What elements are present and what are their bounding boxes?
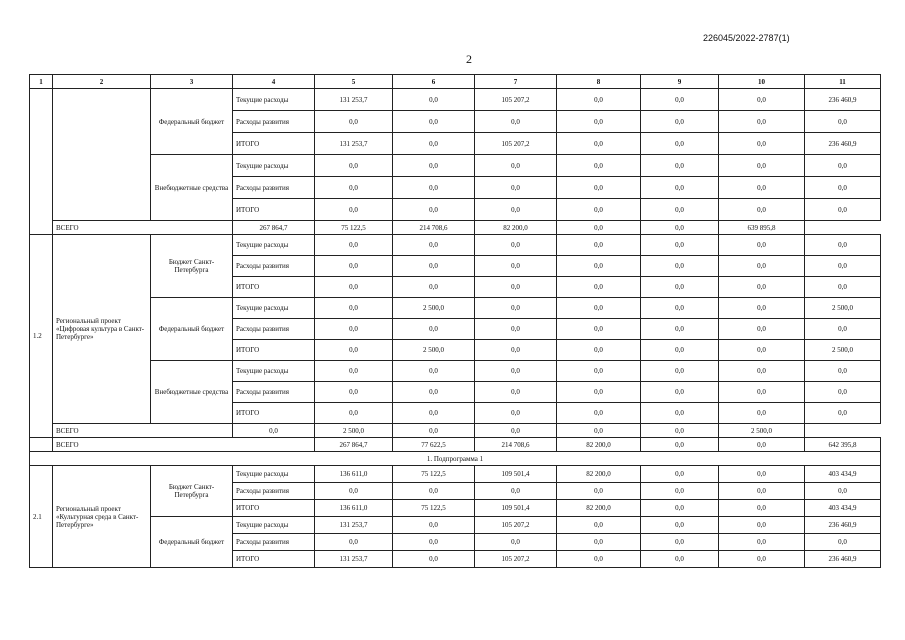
value-cell: 0,0 (805, 382, 881, 403)
expense-type: Расходы развития (233, 256, 315, 277)
value-cell: 0,0 (719, 466, 805, 483)
expense-type: Текущие расходы (233, 298, 315, 319)
value-cell: 0,0 (315, 382, 393, 403)
expense-type: Текущие расходы (233, 89, 315, 111)
value-cell: 0,0 (315, 235, 393, 256)
value-cell: 0,0 (315, 155, 393, 177)
expense-type: Расходы развития (233, 177, 315, 199)
value-cell: 75 122,5 (315, 221, 393, 235)
value-cell: 0,0 (641, 466, 719, 483)
value-cell: 2 500,0 (805, 340, 881, 361)
value-cell: 105 207,2 (475, 517, 557, 534)
value-cell: 131 253,7 (315, 551, 393, 568)
value-cell: 0,0 (719, 403, 805, 424)
value-cell: 0,0 (393, 277, 475, 298)
value-cell: 0,0 (557, 133, 641, 155)
row-name (53, 89, 151, 221)
value-cell: 0,0 (805, 319, 881, 340)
value-cell: 0,0 (475, 256, 557, 277)
value-cell: 0,0 (393, 111, 475, 133)
value-cell: 0,0 (719, 177, 805, 199)
document-number: 226045/2022-2787(1) (703, 33, 790, 43)
value-cell: 0,0 (315, 319, 393, 340)
value-cell: 0,0 (475, 403, 557, 424)
value-cell: 0,0 (475, 177, 557, 199)
value-cell: 2 500,0 (315, 424, 393, 438)
value-cell: 0,0 (315, 403, 393, 424)
value-cell: 639 895,8 (719, 221, 805, 235)
value-cell: 0,0 (557, 235, 641, 256)
value-cell: 0,0 (719, 277, 805, 298)
value-cell: 0,0 (315, 361, 393, 382)
subprogram-title: 1. Подпрограмма 1 (30, 452, 881, 466)
value-cell: 0,0 (719, 382, 805, 403)
value-cell: 0,0 (393, 256, 475, 277)
value-cell: 0,0 (719, 319, 805, 340)
value-cell: 0,0 (393, 177, 475, 199)
value-cell: 0,0 (475, 155, 557, 177)
value-cell: 0,0 (557, 382, 641, 403)
value-cell: 105 207,2 (475, 133, 557, 155)
expense-type: Текущие расходы (233, 235, 315, 256)
value-cell: 82 200,0 (557, 438, 641, 452)
value-cell: 0,0 (315, 483, 393, 500)
col-header-8: 8 (557, 75, 641, 89)
funding-source: Бюджет Санкт-Петербурга (151, 235, 233, 298)
value-cell: 0,0 (475, 319, 557, 340)
value-cell: 0,0 (641, 298, 719, 319)
value-cell: 0,0 (719, 155, 805, 177)
value-cell: 0,0 (557, 483, 641, 500)
value-cell: 642 395,8 (805, 438, 881, 452)
value-cell: 0,0 (315, 534, 393, 551)
value-cell: 105 207,2 (475, 551, 557, 568)
table-row (30, 235, 881, 256)
grand-total-label: ВСЕГО (53, 438, 315, 452)
value-cell: 82 200,0 (557, 466, 641, 483)
value-cell: 0,0 (557, 277, 641, 298)
expense-type: Текущие расходы (233, 517, 315, 534)
value-cell: 0,0 (557, 424, 641, 438)
value-cell: 0,0 (719, 483, 805, 500)
value-cell: 0,0 (641, 256, 719, 277)
value-cell: 0,0 (805, 111, 881, 133)
total-label: ВСЕГО (53, 424, 233, 438)
value-cell: 0,0 (641, 551, 719, 568)
value-cell: 0,0 (805, 403, 881, 424)
value-cell: 0,0 (393, 199, 475, 221)
value-cell: 0,0 (719, 551, 805, 568)
value-cell: 0,0 (719, 89, 805, 111)
value-cell: 0,0 (475, 111, 557, 133)
expense-type: ИТОГО (233, 551, 315, 568)
table-row (30, 361, 881, 382)
row-name: Региональный проект «Культурная среда в Санкт-Петербурге» (53, 466, 151, 568)
funding-source: Бюджет Санкт-Петербурга (151, 466, 233, 517)
value-cell: 2 500,0 (719, 424, 805, 438)
value-cell: 0,0 (719, 340, 805, 361)
value-cell: 0,0 (641, 424, 719, 438)
value-cell: 75 122,5 (393, 466, 475, 483)
value-cell: 403 434,9 (805, 500, 881, 517)
value-cell: 0,0 (641, 438, 719, 452)
value-cell: 267 864,7 (315, 438, 393, 452)
value-cell: 0,0 (719, 438, 805, 452)
expense-type: ИТОГО (233, 340, 315, 361)
value-cell: 0,0 (641, 277, 719, 298)
table-row (30, 517, 881, 534)
value-cell: 0,0 (393, 361, 475, 382)
col-header-7: 7 (475, 75, 557, 89)
value-cell: 136 611,0 (315, 500, 393, 517)
col-header-11: 11 (805, 75, 881, 89)
value-cell: 0,0 (393, 319, 475, 340)
expense-type: ИТОГО (233, 199, 315, 221)
value-cell: 105 207,2 (475, 89, 557, 111)
table-row (30, 452, 881, 466)
expense-type: Текущие расходы (233, 466, 315, 483)
value-cell: 0,0 (557, 221, 641, 235)
expense-type: Расходы развития (233, 483, 315, 500)
value-cell: 136 611,0 (315, 466, 393, 483)
expense-type: Расходы развития (233, 319, 315, 340)
value-cell: 0,0 (641, 500, 719, 517)
value-cell: 0,0 (641, 517, 719, 534)
value-cell: 131 253,7 (315, 89, 393, 111)
value-cell: 75 122,5 (393, 500, 475, 517)
row-name: Региональный проект «Цифровая культура в Санкт-Петербурге» (53, 235, 151, 424)
col-header-4: 4 (233, 75, 315, 89)
value-cell: 0,0 (475, 298, 557, 319)
value-cell: 109 501,4 (475, 466, 557, 483)
value-cell: 0,0 (557, 199, 641, 221)
value-cell: 236 460,9 (805, 89, 881, 111)
col-header-10: 10 (719, 75, 805, 89)
value-cell: 0,0 (233, 424, 315, 438)
value-cell: 0,0 (315, 277, 393, 298)
value-cell: 0,0 (641, 319, 719, 340)
value-cell: 0,0 (805, 256, 881, 277)
value-cell: 0,0 (719, 500, 805, 517)
value-cell: 0,0 (557, 534, 641, 551)
value-cell: 267 864,7 (233, 221, 315, 235)
value-cell: 0,0 (475, 277, 557, 298)
value-cell: 0,0 (805, 483, 881, 500)
value-cell: 0,0 (719, 235, 805, 256)
value-cell: 0,0 (393, 534, 475, 551)
value-cell: 0,0 (393, 483, 475, 500)
value-cell: 0,0 (475, 340, 557, 361)
value-cell: 0,0 (315, 199, 393, 221)
col-header-2: 2 (53, 75, 151, 89)
funding-source: Федеральный бюджет (151, 89, 233, 155)
value-cell: 0,0 (719, 256, 805, 277)
table-row (30, 221, 881, 235)
value-cell: 0,0 (475, 199, 557, 221)
value-cell: 214 708,6 (475, 438, 557, 452)
funding-source: Федеральный бюджет (151, 298, 233, 361)
value-cell: 0,0 (557, 155, 641, 177)
expense-type: Расходы развития (233, 534, 315, 551)
value-cell: 236 460,9 (805, 133, 881, 155)
value-cell: 236 460,9 (805, 517, 881, 534)
expense-type: Расходы развития (233, 111, 315, 133)
col-header-6: 6 (393, 75, 475, 89)
value-cell: 109 501,4 (475, 500, 557, 517)
value-cell: 0,0 (393, 155, 475, 177)
row-code: 1.2 (30, 235, 53, 438)
header-row (30, 75, 881, 89)
value-cell: 0,0 (719, 361, 805, 382)
value-cell: 0,0 (641, 361, 719, 382)
value-cell: 0,0 (315, 340, 393, 361)
value-cell: 82 200,0 (475, 221, 557, 235)
value-cell: 0,0 (393, 133, 475, 155)
value-cell: 0,0 (805, 155, 881, 177)
expense-type: Текущие расходы (233, 155, 315, 177)
col-header-9: 9 (641, 75, 719, 89)
value-cell: 0,0 (719, 111, 805, 133)
col-header-5: 5 (315, 75, 393, 89)
value-cell: 0,0 (393, 551, 475, 568)
value-cell: 0,0 (475, 424, 557, 438)
value-cell: 0,0 (641, 235, 719, 256)
value-cell: 0,0 (475, 235, 557, 256)
expense-type: ИТОГО (233, 133, 315, 155)
value-cell: 0,0 (557, 551, 641, 568)
value-cell: 0,0 (475, 361, 557, 382)
value-cell: 77 622,5 (393, 438, 475, 452)
col-header-1: 1 (30, 75, 53, 89)
value-cell: 131 253,7 (315, 133, 393, 155)
value-cell: 0,0 (805, 361, 881, 382)
value-cell: 0,0 (641, 483, 719, 500)
value-cell: 0,0 (475, 534, 557, 551)
expense-type: ИТОГО (233, 403, 315, 424)
value-cell: 0,0 (557, 319, 641, 340)
value-cell: 0,0 (719, 298, 805, 319)
value-cell: 0,0 (557, 111, 641, 133)
value-cell: 0,0 (641, 403, 719, 424)
page-number: 2 (466, 52, 472, 66)
value-cell: 0,0 (315, 298, 393, 319)
value-cell: 0,0 (557, 340, 641, 361)
value-cell: 0,0 (805, 177, 881, 199)
value-cell: 0,0 (557, 361, 641, 382)
value-cell: 0,0 (557, 517, 641, 534)
value-cell: 2 500,0 (805, 298, 881, 319)
budget-table (29, 74, 881, 568)
expense-type: ИТОГО (233, 500, 315, 517)
row-code: 2.1 (30, 466, 53, 568)
value-cell: 214 708,6 (393, 221, 475, 235)
value-cell: 0,0 (393, 235, 475, 256)
value-cell: 236 460,9 (805, 551, 881, 568)
value-cell: 0,0 (315, 256, 393, 277)
value-cell: 0,0 (475, 382, 557, 403)
value-cell: 0,0 (641, 177, 719, 199)
value-cell: 0,0 (805, 199, 881, 221)
value-cell: 0,0 (719, 534, 805, 551)
value-cell: 0,0 (557, 298, 641, 319)
value-cell: 0,0 (641, 155, 719, 177)
value-cell: 131 253,7 (315, 517, 393, 534)
value-cell: 0,0 (393, 89, 475, 111)
value-cell: 2 500,0 (393, 340, 475, 361)
value-cell: 0,0 (393, 424, 475, 438)
value-cell: 0,0 (557, 89, 641, 111)
value-cell: 0,0 (557, 256, 641, 277)
value-cell: 0,0 (805, 235, 881, 256)
value-cell: 0,0 (475, 483, 557, 500)
value-cell: 0,0 (719, 199, 805, 221)
value-cell: 0,0 (641, 133, 719, 155)
table-row (30, 466, 881, 483)
value-cell: 0,0 (641, 221, 719, 235)
value-cell: 0,0 (393, 403, 475, 424)
row-code (30, 438, 53, 452)
value-cell: 0,0 (393, 517, 475, 534)
table-body (30, 75, 881, 568)
value-cell: 0,0 (719, 517, 805, 534)
value-cell: 0,0 (641, 382, 719, 403)
table-row (30, 89, 881, 111)
expense-type: Текущие расходы (233, 361, 315, 382)
value-cell: 0,0 (557, 403, 641, 424)
col-header-3: 3 (151, 75, 233, 89)
value-cell: 0,0 (641, 111, 719, 133)
value-cell: 0,0 (805, 534, 881, 551)
funding-source: Внебюджетные средства (151, 361, 233, 424)
funding-source: Внебюджетные средства (151, 155, 233, 221)
value-cell: 82 200,0 (557, 500, 641, 517)
value-cell: 2 500,0 (393, 298, 475, 319)
value-cell: 0,0 (641, 199, 719, 221)
total-label: ВСЕГО (53, 221, 233, 235)
table-row (30, 155, 881, 177)
value-cell: 0,0 (719, 133, 805, 155)
table-row (30, 424, 881, 438)
value-cell: 0,0 (557, 177, 641, 199)
expense-type: ИТОГО (233, 277, 315, 298)
value-cell: 0,0 (641, 534, 719, 551)
value-cell: 0,0 (641, 89, 719, 111)
value-cell: 0,0 (805, 277, 881, 298)
table-row (30, 298, 881, 319)
value-cell: 403 434,9 (805, 466, 881, 483)
value-cell: 0,0 (315, 177, 393, 199)
expense-type: Расходы развития (233, 382, 315, 403)
value-cell: 0,0 (393, 382, 475, 403)
value-cell: 0,0 (315, 111, 393, 133)
value-cell: 0,0 (641, 340, 719, 361)
funding-source: Федеральный бюджет (151, 517, 233, 568)
row-code (30, 89, 53, 235)
table-row (30, 438, 881, 452)
